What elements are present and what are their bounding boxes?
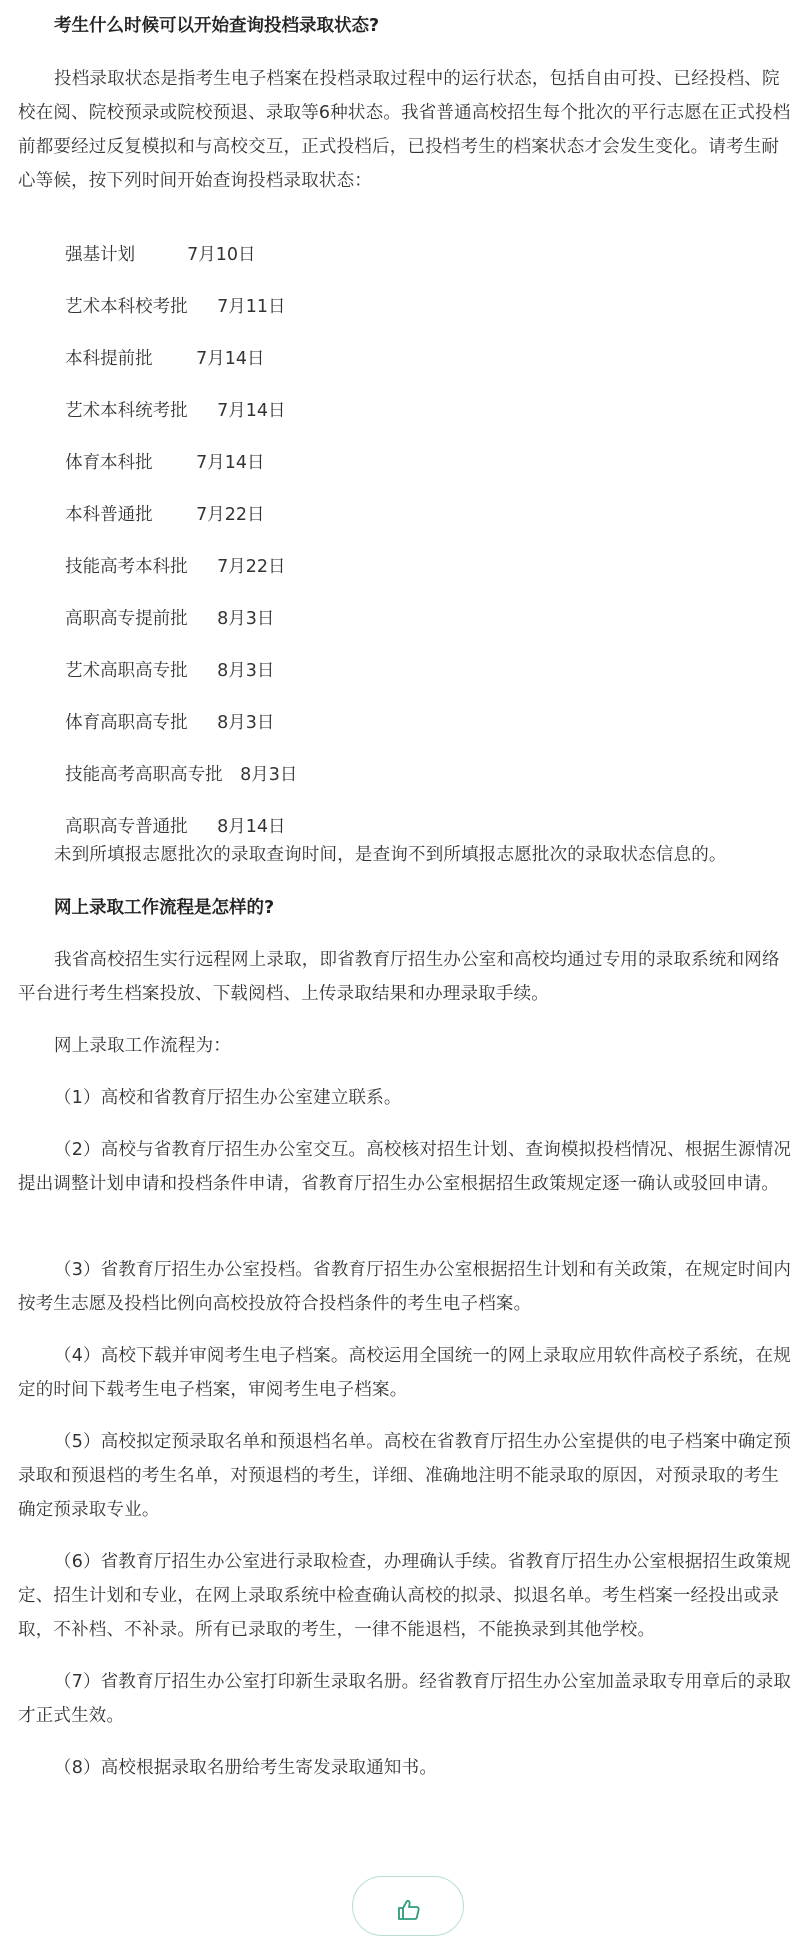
batch-name: 体育高职高专批 xyxy=(65,713,188,733)
flow-step: （8）高校根据录取名册给考生寄发录取通知书。 xyxy=(54,1758,438,1778)
schedule-row xyxy=(54,219,256,267)
section1-title: 考生什么时候可以开始查询投档录取状态? xyxy=(54,16,380,36)
batch-name: 本科普通批 xyxy=(65,505,153,525)
schedule-row xyxy=(54,531,286,579)
section1-note: 未到所填报志愿批次的录取查询时间，是查询不到所填报志愿批次的录取状态信息的。 xyxy=(54,845,727,865)
schedule-row xyxy=(54,583,274,631)
flow-step: （2）高校与省教育厅招生办公室交互。高校核对招生计划、查询模拟投档情况、根据生源情况提出调整计划申请和投档条件申请，省教育厅招生办公室根据招生政策规定逐一确认或驳回申请。 xyxy=(18,1140,792,1194)
batch-date: 8月14日 xyxy=(217,817,286,837)
section1-intro: 投档录取状态是指考生电子档案在投档录取过程中的运行状态，包括自由可投、已经投档、院校在阅、院校预录或院校预退、录取等6种状态。我省普通高校招生每个批次的平行志愿在正式投档前都要经过反复模拟和与高校交互，正式投档后，已投档考生的档案状态才会发生变化。请考生耐心等候，按下列时间开始查询投档录取状态： xyxy=(18,69,791,191)
batch-date: 7月10日 xyxy=(187,245,256,265)
batch-name: 体育本科批 xyxy=(65,453,153,473)
batch-date: 7月22日 xyxy=(217,557,286,577)
schedule-row xyxy=(54,479,265,527)
flow-step: （1）高校和省教育厅招生办公室建立联系。 xyxy=(54,1088,402,1108)
section2-intro: 我省高校招生实行远程网上录取，即省教育厅招生办公室和高校均通过专用的录取系统和网络平台进行考生档案投放、下载阅档、上传录取结果和办理录取手续。 xyxy=(18,950,780,1004)
schedule-row xyxy=(54,635,274,683)
schedule-row xyxy=(54,791,286,839)
thumbs-up-icon xyxy=(397,1899,421,1921)
batch-name: 强基计划 xyxy=(65,245,136,265)
batch-date: 8月3日 xyxy=(217,609,275,629)
flow-step: （5）高校拟定预录取名单和预退档名单。高校在省教育厅招生办公室提供的电子档案中确定预录取和预退档的考生名单，对预退档的考生，详细、准确地注明不能录取的原因，对预录取的考生确定预录取专业。 xyxy=(18,1432,792,1520)
schedule-row xyxy=(54,427,265,475)
flow-step: （7）省教育厅招生办公室打印新生录取名册。经省教育厅招生办公室加盖录取专用章后的录取才正式生效。 xyxy=(18,1672,792,1726)
flow-step: （4）高校下载并审阅考生电子档案。高校运用全国统一的网上录取应用软件高校子系统，在规定的时间下载考生电子档案，审阅考生电子档案。 xyxy=(18,1346,792,1400)
batch-name: 技能高考高职高专批 xyxy=(65,765,223,785)
schedule-row xyxy=(54,271,286,319)
flow-step: （6）省教育厅招生办公室进行录取检查，办理确认手续。省教育厅招生办公室根据招生政策规定、招生计划和专业，在网上录取系统中检查确认高校的拟录、拟退名单。考生档案一经投出或录取，不补档、不补录。所有已录取的考生，一律不能退档，不能换录到其他学校。 xyxy=(18,1552,792,1640)
batch-date: 8月3日 xyxy=(217,713,275,733)
batch-name: 高职高专普通批 xyxy=(65,817,188,837)
schedule-row xyxy=(54,375,286,423)
batch-date: 8月3日 xyxy=(217,661,275,681)
flow-step: （3）省教育厅招生办公室投档。省教育厅招生办公室根据招生计划和有关政策，在规定时间内按考生志愿及投档比例向高校投放符合投档条件的考生电子档案。 xyxy=(18,1260,792,1314)
batch-date: 7月14日 xyxy=(196,349,265,369)
batch-name: 本科提前批 xyxy=(65,349,153,369)
flow-heading: 网上录取工作流程为： xyxy=(54,1036,231,1056)
schedule-row xyxy=(54,323,265,371)
schedule-row xyxy=(54,687,274,735)
batch-date: 7月11日 xyxy=(217,297,286,317)
schedule-row xyxy=(54,739,297,787)
batch-name: 技能高考本科批 xyxy=(65,557,188,577)
batch-date: 8月3日 xyxy=(240,765,298,785)
batch-date: 7月14日 xyxy=(196,453,265,473)
section2-title: 网上录取工作流程是怎样的? xyxy=(54,898,275,918)
batch-name: 艺术高职高专批 xyxy=(65,661,188,681)
batch-name: 艺术本科统考批 xyxy=(65,401,188,421)
batch-name: 高职高专提前批 xyxy=(65,609,188,629)
like-button[interactable] xyxy=(352,1876,464,1936)
batch-date: 7月22日 xyxy=(196,505,265,525)
batch-name: 艺术本科校考批 xyxy=(65,297,188,317)
batch-date: 7月14日 xyxy=(217,401,286,421)
